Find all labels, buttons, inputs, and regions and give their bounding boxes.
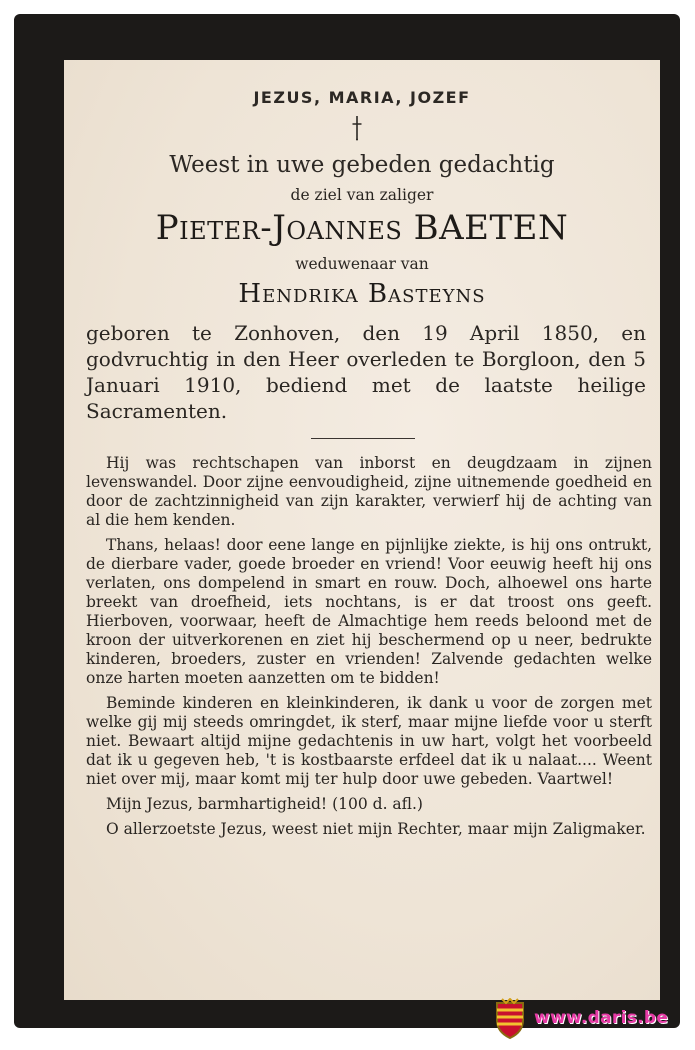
prayer-saviour: O allerzoetste Jezus, weest niet mijn Rechter, maar mijn Zaligmaker. <box>106 820 646 838</box>
shield-icon <box>494 998 526 1040</box>
paragraph-farewell: Beminde kinderen en kleinkinderen, ik dank u voor de zorgen met welke gij mij steeds omringdet, ik sterf, maar mijne liefde voor u sterft niet. Bewaart altijd mijne gedachtenis in uw hart, volgt het voorbeeld dat ik u gegeven heb, 't is kostbaarste erfdeel dat ik u nalaat.... Weent niet over mij, maar komt mij ter hulp door uwe gebeden. Vaartwel! <box>86 694 652 788</box>
mourning-card <box>14 14 680 1028</box>
paragraph-character: Hij was rechtschapen van inborst en deugdzaam in zijnen levenswandel. Door zijne eenvoudigheid, zijne uitnemende goedheid en door de zachtzinnigheid van zijn karakter, verwierf hij de achting van al die hem kenden. <box>86 454 652 529</box>
remembrance-line: Weest in uwe gebeden gedachtig <box>169 152 555 178</box>
widower-line: weduwenaar van <box>295 255 429 273</box>
site-watermark <box>490 996 690 1044</box>
paragraph-loss: Thans, helaas! door eene lange en pijnlijke ziekte, is hij ons ontrukt, de dierbare vader, goede broeder en vriend! Voor eeuwig heeft hij ons verlaten, ons dompelend in smart en rouw. Doch, alhoewel ons harte breekt van droefheid, iets nochtans, is er dat troost ons geeft. Hierboven, voorwaar, heeft de Almachtige hem reeds beloond met de kroon der uitverkorenen en ziet hij beschermend op u neer, bedrukte kinderen, broeders, zuster en vrienden! Zalvende gedachten welke onze harten moeten aanzetten om te bidden! <box>86 536 652 687</box>
holy-family-header: JEZUS, MARIA, JOZEF <box>253 88 471 107</box>
prayer-mercy: Mijn Jezus, barmhartigheid! (100 d. afl.) <box>106 795 423 813</box>
spouse-name: Hendrika Basteyns <box>238 279 486 309</box>
deceased-name: Pieter-Joannes BAETEN <box>155 208 569 248</box>
soul-line: de ziel van zaliger <box>290 186 434 204</box>
cross-icon <box>351 115 363 141</box>
watermark-text: www.daris.be <box>534 1008 669 1028</box>
card-body-text <box>86 454 652 845</box>
separator-line <box>311 438 415 439</box>
vital-details: geboren te Zonhoven, den 19 April 1850, en godvruchtig in den Heer overleden te Borgloon, den 5 Januari 1910, bediend met de laatste heilige Sacramenten. <box>86 321 646 423</box>
card-paper <box>64 60 660 1000</box>
